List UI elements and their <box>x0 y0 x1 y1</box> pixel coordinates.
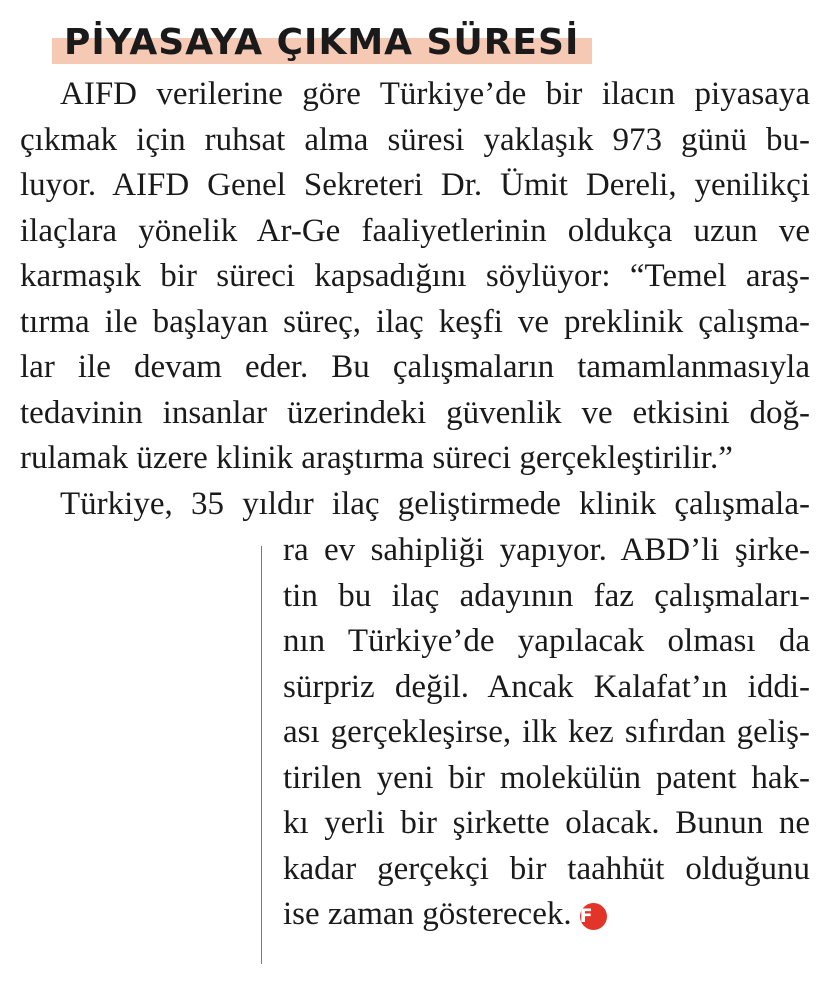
section-heading <box>52 18 579 70</box>
text-line: ası gerçekleşirse, ilk kez sıfırdan geliş- <box>283 714 810 750</box>
paragraph-2-column <box>283 528 810 938</box>
text-line: çıkmak için ruhsat alma süresi yaklaşık 973 günü bu- <box>20 121 810 158</box>
paragraph-1 <box>20 72 810 482</box>
text-line: lar ile devam eder. Bu çalışmaların tamamlanmasıyla <box>20 349 810 385</box>
text-line: sürpriz değil. Ancak Kalafat’ın iddi- <box>283 668 810 705</box>
text-line-last <box>283 892 810 938</box>
paragraph-2-first-line <box>20 482 810 528</box>
text-line: luyor. AIFD Genel Sekreteri Dr. Ümit Dereli, yenilikçi <box>20 167 810 203</box>
text-line: kı yerli bir şirkette olacak. Bunun ne <box>283 805 810 841</box>
text-line: tırma ile başlayan süreç, ilaç keşfi ve preklinik çalışma- <box>20 303 810 340</box>
heading-text: PİYASAYA ÇIKMA SÜRESİ <box>64 22 580 63</box>
closing-text: ise zaman gösterecek. <box>283 896 572 932</box>
text-line: tirilen yeni bir molekülün patent hak- <box>283 759 810 796</box>
text-line: tedavinin insanlar üzerindeki güvenlik ve etkisini doğ- <box>20 394 810 431</box>
text-line: ilaçlara yönelik Ar-Ge faaliyetlerinin oldukça uzun ve <box>20 212 810 249</box>
brand-f-logo-icon: F <box>580 903 607 930</box>
text-line: nın Türkiye’de yapılacak olması da <box>283 623 810 659</box>
text-line: ra ev sahipliği yapıyor. ABD’li şirke- <box>283 532 810 568</box>
text-line: Türkiye, 35 yıldır ilaç geliştirmede klinik çalışmala- <box>60 486 810 522</box>
column-divider <box>261 546 262 964</box>
text-line: karmaşık bir süreci kapsadığını söylüyor: “Temel araş- <box>20 258 810 294</box>
text-line: AIFD verilerine göre Türkiye’de bir ilacın piyasaya <box>60 76 810 112</box>
text-line: rulamak üzere klinik araştırma süreci gerçekleştirilir.” <box>20 440 733 476</box>
text-line: tin bu ilaç adayının faz çalışmaları- <box>283 577 810 614</box>
text-line: kadar gerçekçi bir taahhüt olduğunu <box>283 850 810 887</box>
